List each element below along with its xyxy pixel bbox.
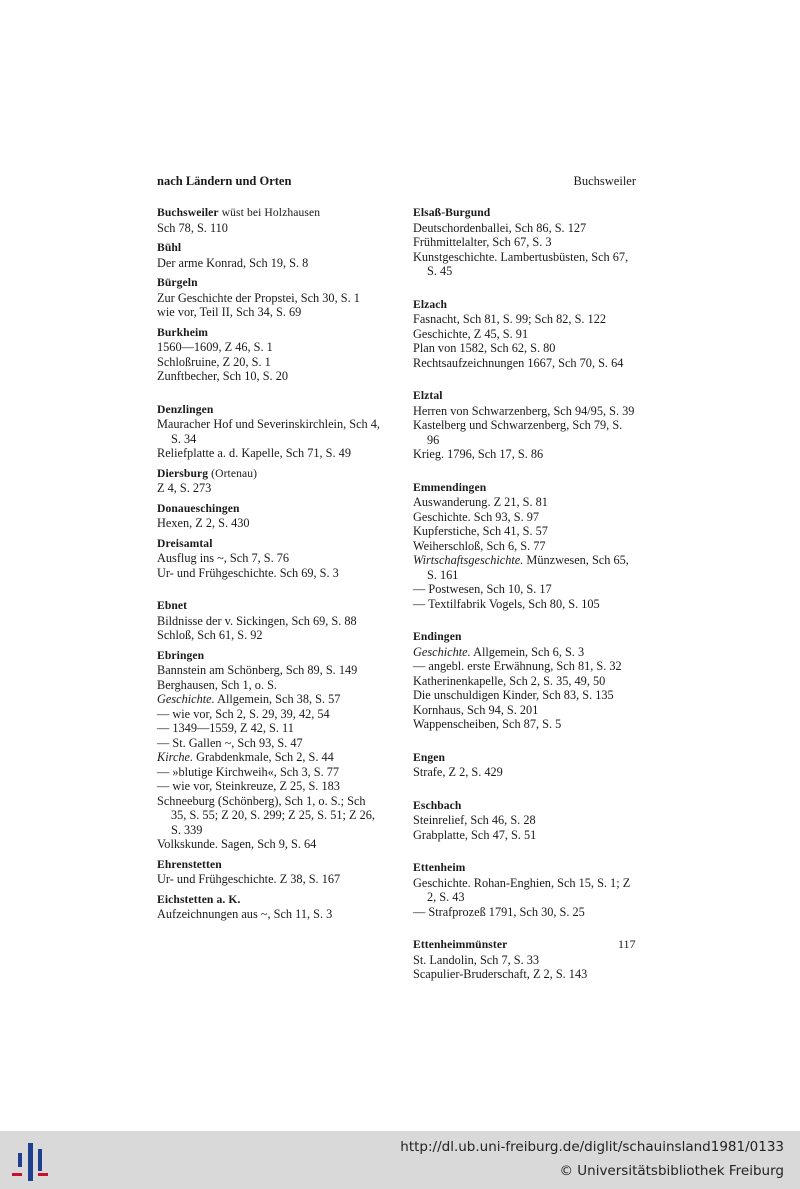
index-entry xyxy=(157,599,382,643)
reference-text: Hexen, Z 2, S. 430 xyxy=(157,516,250,530)
reference-text: Schloß, Sch 61, S. 92 xyxy=(157,628,263,642)
index-entry xyxy=(413,799,637,843)
index-entry xyxy=(413,938,637,982)
reference-text: Bannstein am Schönberg, Sch 89, S. 149 xyxy=(157,663,358,677)
reference-text: Ur- und Frühgeschichte. Sch 69, S. 3 xyxy=(157,565,339,580)
entry-reference xyxy=(157,340,382,355)
entry-heading xyxy=(157,403,382,418)
entry-reference xyxy=(157,736,382,751)
entry-reference xyxy=(413,597,637,612)
reference-text: Rechtsaufzeichnungen 1667, Sch 70, S. 64 xyxy=(413,355,624,370)
ub-freiburg-logo-icon xyxy=(10,1139,50,1183)
entry-heading xyxy=(157,206,382,221)
entry-reference xyxy=(413,674,637,689)
heading-term: Bühl xyxy=(157,241,182,254)
heading-term: Dreisamtal xyxy=(157,536,213,550)
index-entry xyxy=(157,649,382,852)
reference-text: Geschichte. Rohan-Enghien, Sch 15, S. 1; Z 2, S. 43 xyxy=(413,875,631,904)
entry-heading xyxy=(413,630,637,645)
entry-heading xyxy=(413,938,637,953)
entry-reference xyxy=(413,553,637,582)
heading-term: Ettenheim xyxy=(413,861,466,874)
reference-text: Die unschuldigen Kinder, Sch 83, S. 135 xyxy=(413,688,614,702)
reference-text: — St. Gallen ~, Sch 93, S. 47 xyxy=(157,735,303,750)
entry-reference xyxy=(413,688,637,703)
reference-text: Ausflug ins ~, Sch 7, S. 76 xyxy=(157,551,290,565)
heading-term: Ettenheimmünster xyxy=(413,938,508,951)
index-entry xyxy=(413,481,637,612)
reference-text: Z 4, S. 273 xyxy=(157,481,212,495)
entry-reference xyxy=(413,341,637,356)
reference-text: Kunstgeschichte. Lambertusbüsten, Sch 67, S. 45 xyxy=(413,249,629,278)
index-entry xyxy=(413,630,637,732)
entry-reference xyxy=(413,967,637,982)
entry-reference xyxy=(157,779,382,794)
reference-text: 1560—1609, Z 46, S. 1 xyxy=(157,340,273,354)
entry-reference xyxy=(157,678,382,693)
entry-reference xyxy=(413,524,637,539)
entry-reference xyxy=(157,628,382,643)
reference-text: Bildnisse der v. Sickingen, Sch 69, S. 88 xyxy=(157,613,357,628)
reference-text: Grabplatte, Sch 47, S. 51 xyxy=(413,827,537,842)
index-entry xyxy=(157,893,382,922)
reference-text: Berghausen, Sch 1, o. S. xyxy=(157,677,278,692)
reference-text: — angebl. erste Erwähnung, Sch 81, S. 32 xyxy=(413,659,622,673)
entry-heading xyxy=(413,861,637,876)
reference-text: — Textilfabrik Vogels, Sch 80, S. 105 xyxy=(413,596,600,611)
entry-reference xyxy=(157,692,382,707)
heading-term: Ehrenstetten xyxy=(157,857,222,871)
entry-reference xyxy=(413,539,637,554)
reference-text: Scapulier-Bruderschaft, Z 2, S. 143 xyxy=(413,967,588,981)
entry-heading xyxy=(413,751,637,766)
reference-text: Sch 78, S. 110 xyxy=(157,220,228,235)
entry-reference xyxy=(413,356,637,371)
reference-text: — wie vor, Steinkreuze, Z 25, S. 183 xyxy=(157,779,340,793)
entry-heading xyxy=(157,241,382,256)
index-entry xyxy=(413,298,637,371)
heading-qualifier: (Ortenau) xyxy=(208,466,258,480)
reference-text: Fasnacht, Sch 81, S. 99; Sch 82, S. 122 xyxy=(413,312,606,326)
index-entry xyxy=(157,858,382,887)
entry-reference xyxy=(413,905,637,920)
reference-text: — Strafprozeß 1791, Sch 30, S. 25 xyxy=(413,904,585,919)
copyright-notice: © Universitätsbibliothek Freiburg xyxy=(559,1163,784,1179)
entry-heading xyxy=(157,537,382,552)
heading-term: Diersburg xyxy=(157,466,209,480)
reference-text: Krieg. 1796, Sch 17, S. 86 xyxy=(413,447,544,461)
entry-reference xyxy=(413,582,637,597)
heading-qualifier: wüst bei Holzhausen xyxy=(218,206,321,219)
entry-heading xyxy=(157,276,382,291)
reference-text: Reliefplatte a. d. Kapelle, Sch 71, S. 49 xyxy=(157,446,351,460)
index-column-left xyxy=(157,206,382,922)
reference-text: Herren von Schwarzenberg, Sch 94/95, S. 39 xyxy=(413,403,635,418)
running-header xyxy=(157,174,636,190)
heading-term: Elsaß-Burgund xyxy=(413,206,491,219)
reference-text: Kupferstiche, Sch 41, S. 57 xyxy=(413,524,548,538)
subheading-italic: Geschichte. xyxy=(413,644,471,659)
entry-reference xyxy=(157,291,382,306)
index-entry xyxy=(157,537,382,581)
heading-term: Engen xyxy=(413,750,446,764)
entry-heading xyxy=(157,649,382,664)
entry-reference xyxy=(157,663,382,678)
heading-term: Elztal xyxy=(413,389,443,402)
entry-reference xyxy=(157,721,382,736)
entry-reference xyxy=(413,404,637,419)
reference-text: Allgemein, Sch 38, S. 57 xyxy=(214,692,341,706)
footer-bar xyxy=(0,1131,800,1189)
index-entry xyxy=(157,276,382,320)
reference-text: Schloßruine, Z 20, S. 1 xyxy=(157,354,271,369)
reference-text: — 1349—1559, Z 42, S. 11 xyxy=(157,721,294,735)
index-column-right xyxy=(413,206,637,982)
reference-text: — Postwesen, Sch 10, S. 17 xyxy=(413,582,552,596)
entry-reference xyxy=(157,551,382,566)
entry-reference xyxy=(157,481,382,496)
entry-reference xyxy=(157,872,382,887)
reference-text: Zur Geschichte der Propstei, Sch 30, S. 1 xyxy=(157,290,360,305)
entry-reference xyxy=(413,717,637,732)
entry-heading xyxy=(413,481,637,496)
reference-text: Allgemein, Sch 6, S. 3 xyxy=(470,644,585,659)
reference-text: Geschichte, Z 45, S. 91 xyxy=(413,326,529,341)
heading-term: Donaueschingen xyxy=(157,501,240,515)
entry-reference xyxy=(157,305,382,320)
reference-text: Volkskunde. Sagen, Sch 9, S. 64 xyxy=(157,837,317,851)
index-entry xyxy=(157,326,382,384)
reference-text: Schneeburg (Schönberg), Sch 1, o. S.; Sch 35, S. 55; Z 20, S. 299; Z 25, S. 51; Z 26, S. 339 xyxy=(157,793,375,837)
entry-reference xyxy=(157,794,382,838)
heading-term: Bürgeln xyxy=(157,276,198,289)
index-entry xyxy=(157,241,382,270)
reference-text: Auswanderung. Z 21, S. 81 xyxy=(413,495,548,509)
index-entry xyxy=(413,751,637,780)
heading-term: Eichstetten a. K. xyxy=(157,892,241,906)
subheading-italic: Wirtschaftsgeschichte. xyxy=(413,553,524,567)
entry-reference xyxy=(413,645,637,660)
entry-reference xyxy=(413,447,637,462)
entry-reference xyxy=(413,953,637,968)
reference-text: Geschichte. Sch 93, S. 97 xyxy=(413,509,540,524)
reference-text: St. Landolin, Sch 7, S. 33 xyxy=(413,952,540,967)
entry-reference xyxy=(413,876,637,905)
reference-text: Münzwesen, Sch 65, S. 161 xyxy=(427,553,629,582)
reference-text: Frühmittelalter, Sch 67, S. 3 xyxy=(413,235,552,249)
entry-reference xyxy=(413,659,637,674)
reference-text: Mauracher Hof und Severinskirchlein, Sch 4, S. 34 xyxy=(157,417,380,446)
header-left: nach Ländern und Orten xyxy=(157,174,292,188)
subheading-italic: Geschichte. xyxy=(157,692,215,706)
index-entry xyxy=(157,206,382,235)
heading-term: Buchsweiler xyxy=(157,206,219,219)
heading-term: Eschbach xyxy=(413,798,462,812)
entry-reference xyxy=(157,566,382,581)
entry-heading xyxy=(157,858,382,873)
heading-term: Ebringen xyxy=(157,648,205,662)
index-entry xyxy=(157,502,382,531)
subheading-italic: Kirche. xyxy=(157,750,194,764)
heading-term: Endingen xyxy=(413,630,462,643)
entry-reference xyxy=(157,355,382,370)
reference-text: Deutschordenballei, Sch 86, S. 127 xyxy=(413,220,587,235)
reference-text: Steinrelief, Sch 46, S. 28 xyxy=(413,813,536,827)
entry-reference xyxy=(157,221,382,236)
entry-heading xyxy=(157,326,382,341)
reference-text: Strafe, Z 2, S. 429 xyxy=(413,765,503,779)
entry-reference xyxy=(157,707,382,722)
heading-term: Emmendingen xyxy=(413,480,487,494)
index-entry xyxy=(157,403,382,461)
reference-text: Ur- und Frühgeschichte. Z 38, S. 167 xyxy=(157,872,341,886)
entry-reference xyxy=(413,828,637,843)
heading-term: Ebnet xyxy=(157,599,188,612)
entry-heading xyxy=(413,389,637,404)
reference-text: Der arme Konrad, Sch 19, S. 8 xyxy=(157,255,309,270)
reference-text: Plan von 1582, Sch 62, S. 80 xyxy=(413,341,556,355)
entry-reference xyxy=(413,703,637,718)
index-entry xyxy=(413,389,637,462)
entry-heading xyxy=(157,467,382,482)
reference-text: Kornhaus, Sch 94, S. 201 xyxy=(413,702,539,717)
entry-reference xyxy=(157,837,382,852)
entry-reference xyxy=(157,256,382,271)
reference-text: Kastelberg und Schwarzenberg, Sch 79, S. 96 xyxy=(413,418,623,447)
entry-reference xyxy=(413,765,637,780)
index-entry xyxy=(413,861,637,919)
entry-heading xyxy=(413,298,637,313)
entry-reference xyxy=(157,516,382,531)
entry-reference xyxy=(157,907,382,922)
reference-text: Wappenscheiben, Sch 87, S. 5 xyxy=(413,717,562,731)
reference-text: wie vor, Teil II, Sch 34, S. 69 xyxy=(157,305,302,319)
heading-term: Denzlingen xyxy=(157,402,214,416)
page-number: 117 xyxy=(618,937,636,951)
entry-heading xyxy=(157,893,382,908)
entry-reference xyxy=(413,250,637,279)
index-entry xyxy=(157,467,382,496)
entry-reference xyxy=(157,446,382,461)
header-right: Buchsweiler xyxy=(573,174,636,188)
entry-heading xyxy=(413,206,637,221)
entry-reference xyxy=(413,221,637,236)
entry-reference xyxy=(413,418,637,447)
document-url-link[interactable]: http://dl.ub.uni-freiburg.de/diglit/schauinsland1981/0133 xyxy=(400,1139,784,1155)
entry-reference xyxy=(157,417,382,446)
entry-heading xyxy=(413,799,637,814)
reference-text: Zunftbecher, Sch 10, S. 20 xyxy=(157,369,288,383)
entry-heading xyxy=(157,599,382,614)
entry-reference xyxy=(413,327,637,342)
heading-term: Elzach xyxy=(413,297,448,311)
reference-text: Aufzeichnungen aus ~, Sch 11, S. 3 xyxy=(157,907,333,921)
reference-text: Katherinenkapelle, Sch 2, S. 35, 49, 50 xyxy=(413,673,606,688)
entry-heading xyxy=(157,502,382,517)
entry-reference xyxy=(157,765,382,780)
entry-reference xyxy=(157,750,382,765)
reference-text: — wie vor, Sch 2, S. 29, 39, 42, 54 xyxy=(157,706,330,721)
heading-term: Burkheim xyxy=(157,325,209,339)
index-entry xyxy=(413,206,637,279)
entry-reference xyxy=(413,813,637,828)
reference-text: Grabdenkmale, Sch 2, S. 44 xyxy=(193,750,334,764)
entry-reference xyxy=(413,235,637,250)
reference-text: Weiherschloß, Sch 6, S. 77 xyxy=(413,538,546,553)
entry-reference xyxy=(413,495,637,510)
entry-reference xyxy=(157,614,382,629)
reference-text: — »blutige Kirchweih«, Sch 3, S. 77 xyxy=(157,764,340,779)
entry-reference xyxy=(413,510,637,525)
entry-reference xyxy=(413,312,637,327)
entry-reference xyxy=(157,369,382,384)
